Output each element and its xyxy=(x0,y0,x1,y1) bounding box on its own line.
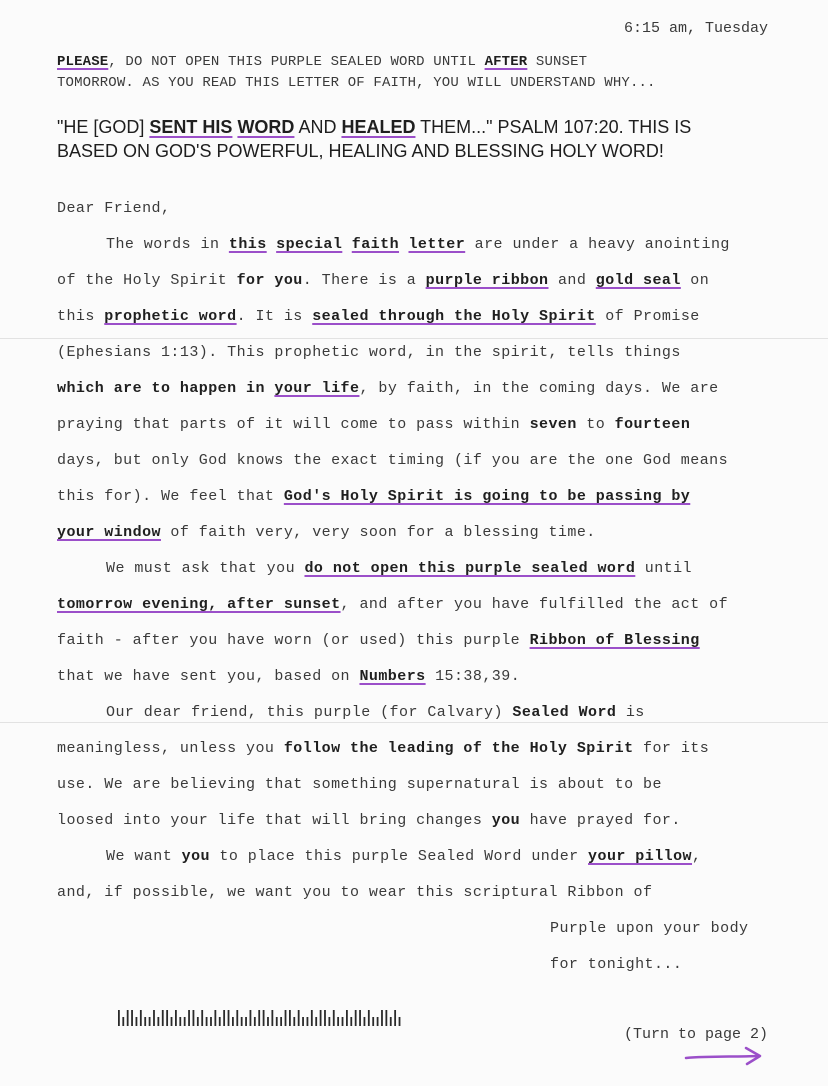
barcode-bar xyxy=(399,1017,401,1026)
emphasis: Ribbon of Blessing xyxy=(529,632,700,649)
body-line xyxy=(57,632,700,649)
verse-emphasis: WORD xyxy=(237,117,295,137)
emphasis: your window xyxy=(57,524,161,541)
barcode-bar xyxy=(285,1010,287,1026)
barcode-bar xyxy=(201,1010,203,1026)
body-text xyxy=(342,236,351,253)
verse-text: "HE [GOD] xyxy=(57,117,150,137)
verse-text: THEM..." PSALM 107:20. THIS IS xyxy=(415,117,692,137)
barcode-bar xyxy=(293,1017,295,1026)
body-line: and, if possible, we want you to wear this scriptural Ribbon of xyxy=(57,884,653,901)
barcode-bar xyxy=(346,1010,348,1026)
body-text: , and after you have fulfilled the act of xyxy=(340,596,729,613)
barcode-bar xyxy=(337,1017,339,1026)
headline-line-1 xyxy=(57,54,587,70)
body-text: faith - after you have worn (or used) this purple xyxy=(57,632,530,649)
bold-text: fourteen xyxy=(614,416,691,433)
barcode-bar xyxy=(271,1010,273,1026)
body-text: of the Holy Spirit xyxy=(57,272,237,289)
body-text: this xyxy=(57,308,105,325)
barcode-bar xyxy=(355,1010,357,1026)
barcode-bar xyxy=(210,1017,212,1026)
barcode-bar xyxy=(219,1017,221,1026)
barcode-bar xyxy=(153,1010,155,1026)
turn-page-note: (Turn to page 2) xyxy=(623,1026,768,1043)
barcode-bar xyxy=(276,1017,278,1026)
barcode-bar xyxy=(372,1017,374,1026)
verse-emphasis: HEALED xyxy=(341,117,416,137)
emphasis: do not open this purple sealed word xyxy=(304,560,636,577)
barcode-bar xyxy=(241,1017,243,1026)
verse-line-1 xyxy=(57,117,691,138)
bold-text: follow the leading of the Holy Spirit xyxy=(283,740,634,757)
body-text: this for). We feel that xyxy=(57,488,284,505)
barcode-bar xyxy=(144,1017,146,1026)
body-text: to xyxy=(576,416,615,433)
emphasis: this xyxy=(228,236,267,253)
barcode-bar xyxy=(394,1010,396,1026)
barcode-bar xyxy=(328,1017,330,1026)
barcode-bar xyxy=(250,1010,252,1026)
body-text: are under a heavy anointing xyxy=(465,236,730,253)
body-line xyxy=(57,380,719,397)
body-line: (Ephesians 1:13). This prophetic word, in the spirit, tells things xyxy=(57,344,681,361)
barcode-bar xyxy=(333,1010,335,1026)
barcode-bar xyxy=(236,1010,238,1026)
closing-line: Purple upon your body xyxy=(550,920,749,937)
body-text: . It is xyxy=(236,308,313,325)
bold-text: seven xyxy=(529,416,577,433)
body-line xyxy=(57,812,681,829)
postal-barcode xyxy=(118,1010,403,1026)
barcode-bar xyxy=(364,1017,366,1026)
body-text: to place this purple Sealed Word under xyxy=(209,848,589,865)
barcode-bar xyxy=(320,1010,322,1026)
headline-text: SUNSET xyxy=(527,54,588,70)
barcode-bar xyxy=(245,1017,247,1026)
barcode-bar xyxy=(223,1010,225,1026)
emphasis: letter xyxy=(408,236,466,253)
body-text: that we have sent you, based on xyxy=(57,668,360,685)
body-text: until xyxy=(635,560,693,577)
body-line: days, but only God knows the exact timing (if you are the one God means xyxy=(57,452,729,469)
body-line xyxy=(57,596,728,613)
barcode-bar xyxy=(162,1010,164,1026)
barcode-bar xyxy=(206,1017,208,1026)
body-line xyxy=(106,848,701,865)
body-text: 15:38,39. xyxy=(425,668,521,685)
emphasis: tomorrow evening, after sunset xyxy=(57,596,341,613)
body-text: , xyxy=(692,848,702,865)
body-text: The words in xyxy=(106,236,229,253)
barcode-bar xyxy=(280,1017,282,1026)
barcode-bar xyxy=(368,1010,370,1026)
body-text: Our dear friend, this purple (for Calvary) xyxy=(106,704,513,721)
emphasis: sealed through the Holy Spirit xyxy=(312,308,596,325)
verse-emphasis: SENT HIS xyxy=(149,117,233,137)
body-text: is xyxy=(616,704,645,721)
body-line xyxy=(57,488,690,505)
body-text: praying that parts of it will come to pass within xyxy=(57,416,530,433)
barcode-bar xyxy=(254,1017,256,1026)
body-line: use. We are believing that something supernatural is about to be xyxy=(57,776,662,793)
body-line xyxy=(106,560,692,577)
barcode-bar xyxy=(232,1017,234,1026)
barcode-bar xyxy=(385,1010,387,1026)
body-text: meaningless, unless you xyxy=(57,740,284,757)
emphasis: Numbers xyxy=(359,668,426,685)
headline-after: AFTER xyxy=(484,54,528,70)
verse-text: AND xyxy=(294,117,342,137)
barcode-bar xyxy=(377,1017,379,1026)
body-line xyxy=(57,524,596,541)
barcode-bar xyxy=(267,1017,269,1026)
barcode-bar xyxy=(289,1010,291,1026)
barcode-bar xyxy=(118,1010,120,1026)
emphasis: special xyxy=(276,236,343,253)
barcode-bar xyxy=(166,1010,168,1026)
body-line xyxy=(57,272,709,289)
barcode-bar xyxy=(298,1010,300,1026)
bold-text: which are to happen in xyxy=(57,380,275,397)
barcode-bar xyxy=(136,1017,138,1026)
bold-text: Sealed Word xyxy=(512,704,617,721)
barcode-bar xyxy=(258,1010,260,1026)
barcode-bar xyxy=(315,1017,317,1026)
body-text: . There is a xyxy=(302,272,426,289)
barcode-bar xyxy=(263,1010,265,1026)
body-text: We must ask that you xyxy=(106,560,305,577)
emphasis: purple ribbon xyxy=(425,272,549,289)
barcode-bar xyxy=(359,1010,361,1026)
body-line xyxy=(57,416,690,433)
barcode-bar xyxy=(390,1017,392,1026)
barcode-bar xyxy=(342,1017,344,1026)
emphasis: your life xyxy=(274,380,360,397)
emphasis: gold seal xyxy=(595,272,681,289)
body-line xyxy=(106,704,645,721)
headline-line-2: TOMORROW. AS YOU READ THIS LETTER OF FAITH, YOU WILL UNDERSTAND WHY... xyxy=(57,75,656,91)
body-line xyxy=(106,236,730,253)
headline-please: PLEASE xyxy=(57,54,109,70)
barcode-bar xyxy=(193,1010,195,1026)
barcode-bar xyxy=(179,1017,181,1026)
headline-text: , DO NOT OPEN THIS PURPLE SEALED WORD UNTIL xyxy=(108,54,485,70)
body-text xyxy=(267,236,276,253)
body-text: of faith very, very soon for a blessing time. xyxy=(160,524,596,541)
emphasis: faith xyxy=(351,236,400,253)
barcode-bar xyxy=(131,1010,133,1026)
barcode-bar xyxy=(307,1017,309,1026)
bold-text: for you xyxy=(236,272,303,289)
barcode-bar xyxy=(311,1010,313,1026)
bold-text: you xyxy=(491,812,521,829)
body-text: and xyxy=(548,272,596,289)
page-fold xyxy=(0,338,828,339)
barcode-bar xyxy=(149,1017,151,1026)
barcode-bar xyxy=(197,1017,199,1026)
emphasis: your pillow xyxy=(588,848,693,865)
barcode-bar xyxy=(381,1010,383,1026)
emphasis: prophetic word xyxy=(104,308,237,325)
barcode-bar xyxy=(171,1017,173,1026)
barcode-bar xyxy=(324,1010,326,1026)
barcode-bar xyxy=(127,1010,129,1026)
body-text: for its xyxy=(633,740,710,757)
barcode-bar xyxy=(184,1017,186,1026)
page-fold xyxy=(0,722,828,723)
time-header: 6:15 am, Tuesday xyxy=(623,20,768,37)
barcode-bar xyxy=(175,1010,177,1026)
barcode-bar xyxy=(157,1017,159,1026)
body-text: , by faith, in the coming days. We are xyxy=(359,380,719,397)
barcode-bar xyxy=(188,1010,190,1026)
body-line xyxy=(57,668,520,685)
barcode-bar xyxy=(122,1017,124,1026)
body-text: loosed into your life that will bring changes xyxy=(57,812,492,829)
barcode-bar xyxy=(228,1010,230,1026)
body-text: We want xyxy=(106,848,182,865)
emphasis: God's Holy Spirit is going to be passing by xyxy=(283,488,691,505)
barcode-bar xyxy=(350,1017,352,1026)
closing-line: for tonight... xyxy=(550,956,683,973)
bold-text: you xyxy=(181,848,210,865)
salutation: Dear Friend, xyxy=(57,200,171,217)
arrow-right-icon xyxy=(684,1045,764,1067)
body-text: of Promise xyxy=(595,308,700,325)
body-text: on xyxy=(680,272,710,289)
barcode-bar xyxy=(140,1010,142,1026)
body-line xyxy=(57,740,709,757)
barcode-bar xyxy=(214,1010,216,1026)
body-line xyxy=(57,308,700,325)
body-text: have prayed for. xyxy=(520,812,681,829)
barcode-bar xyxy=(302,1017,304,1026)
verse-line-2: BASED ON GOD'S POWERFUL, HEALING AND BLESSING HOLY WORD! xyxy=(57,141,664,161)
